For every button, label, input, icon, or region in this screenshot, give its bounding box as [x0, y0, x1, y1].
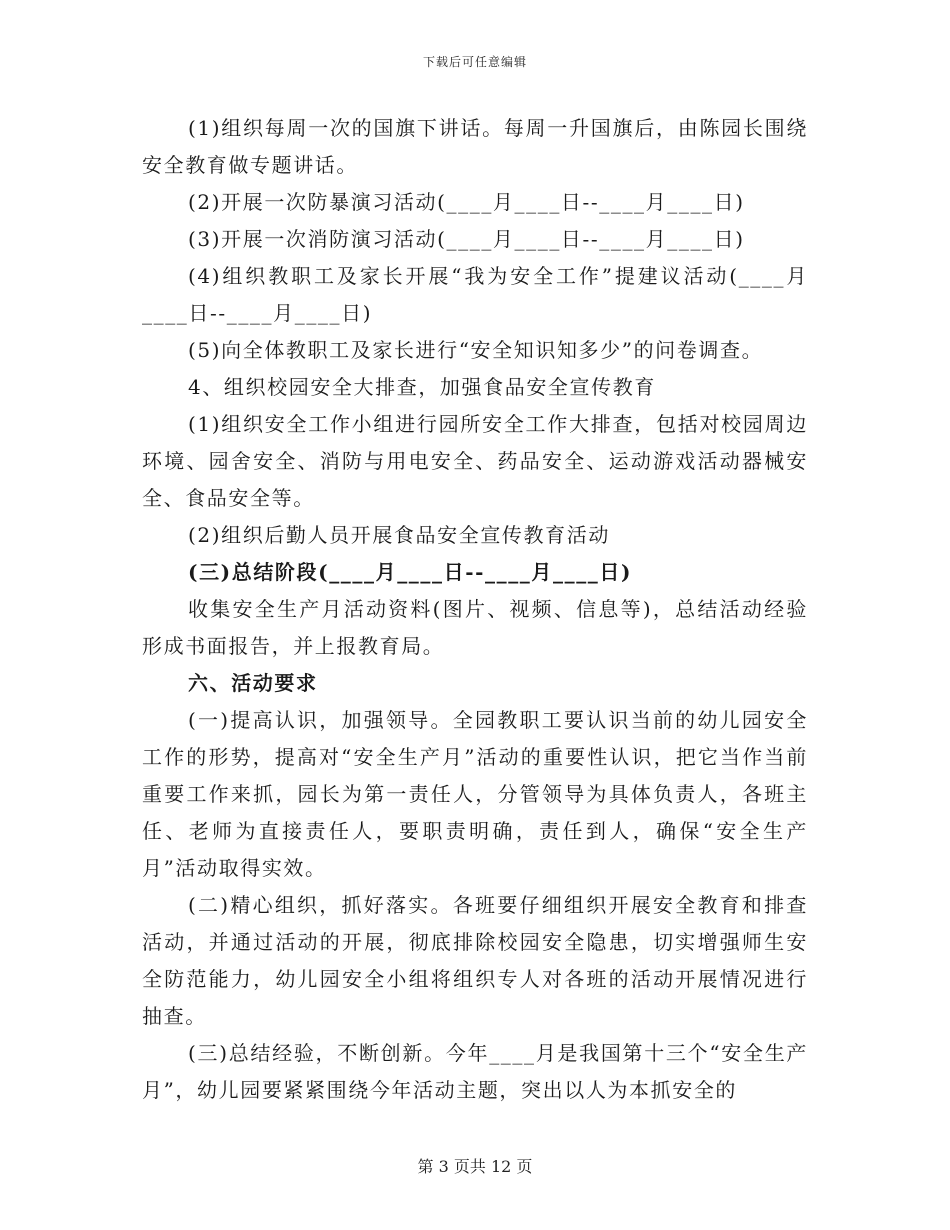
paragraph-6: (1)组织安全工作小组进行园所安全工作大排查，包括对校园周边环境、园舍安全、消防与用电安全、药品安全、运动游戏活动器械安全、食品安全等。	[142, 412, 808, 510]
paragraph-7: (2)组织后勤人员开展食品安全宣传教育活动	[188, 523, 610, 547]
paragraph-4: (4)组织教职工及家长开展“我为安全工作”提建议活动(____月____日--____月____日)	[142, 264, 808, 325]
section-heading-4: 4、组织校园安全大排查，加强食品安全宣传教育	[188, 375, 656, 399]
paragraph-3: (3)开展一次消防演习活动(____月____日--____月____日)	[188, 227, 745, 251]
section-heading-summary-stage: (三)总结阶段(____月____日--____月____日)	[188, 560, 633, 584]
paragraph-8: 收集安全生产月活动资料(图片、视频、信息等)，总结活动经验形成书面报告，并上报教育局。	[142, 597, 808, 658]
page-header: 下载后可任意编辑	[422, 55, 527, 69]
document-body	[142, 110, 808, 1109]
paragraph-11: (三)总结经验，不断创新。今年____月是我国第十三个“安全生产月”，幼儿园要紧紧围绕今年活动主题，突出以人为本抓安全的	[142, 1041, 808, 1102]
paragraph-10: (二)精心组织，抓好落实。各班要仔细组织开展安全教育和排查活动，并通过活动的开展，彻底排除校园安全隐患，切实增强师生安全防范能力，幼儿园安全小组将组织专人对各班的活动开展情况进行抽查。	[142, 893, 808, 1028]
paragraph-1: (1)组织每周一次的国旗下讲话。每周一升国旗后，由陈园长围绕安全教育做专题讲话。	[142, 116, 808, 177]
paragraph-2: (2)开展一次防暴演习活动(____月____日--____月____日)	[188, 190, 745, 214]
paragraph-5: (5)向全体教职工及家长进行“安全知识知多少”的问卷调查。	[188, 338, 764, 362]
page-footer: 第 3 页共 12 页	[417, 1157, 533, 1176]
section-heading-requirements: 六、活动要求	[188, 671, 318, 695]
paragraph-9: (一)提高认识，加强领导。全园教职工要认识当前的幼儿园安全工作的形势，提高对“安全生产月”活动的重要性认识，把它当作当前重要工作来抓，园长为第一责任人，分管领导为具体负责人，各班主任、老师为直接责任人，要职责明确，责任到人，确保“安全生产月”活动取得实效。	[142, 708, 808, 880]
